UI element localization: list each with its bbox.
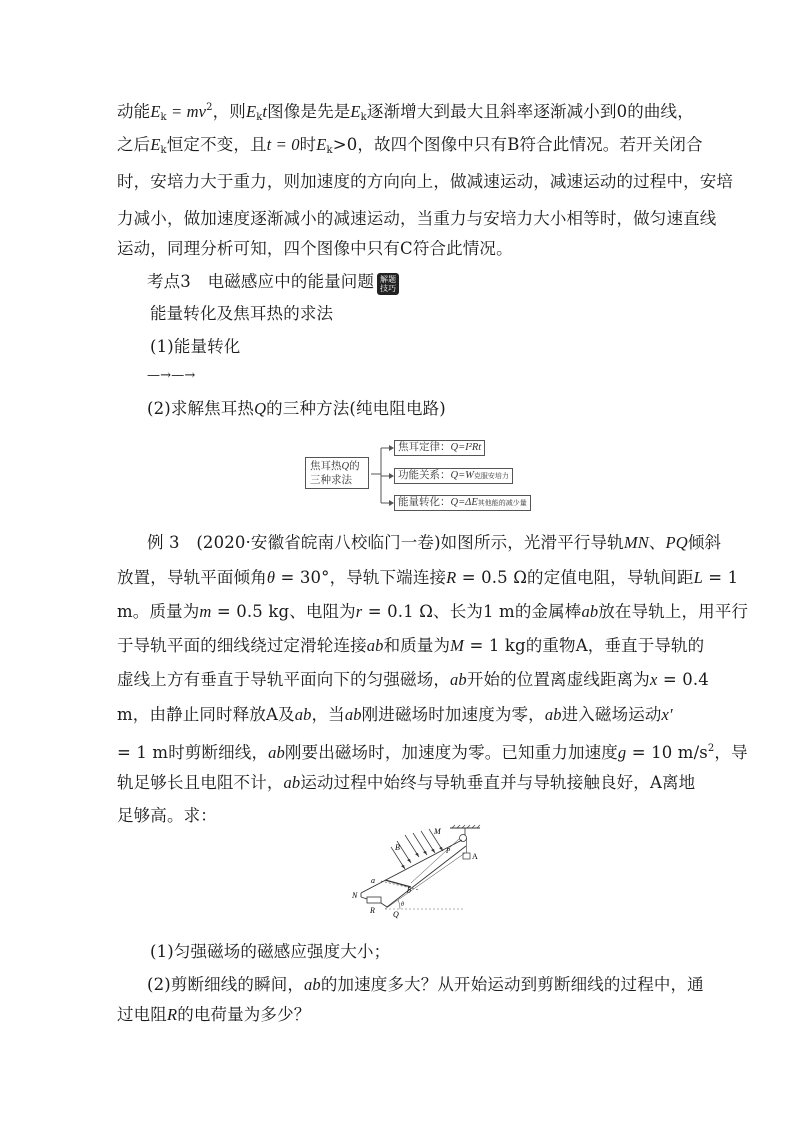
symbol: ab <box>450 670 467 689</box>
text: = 0.5 Ω的定值电阻，导轨间距 <box>456 568 694 587</box>
formula: Q=I²Rt <box>450 442 482 453</box>
text: = 1 m时剪断细线， <box>117 743 269 762</box>
symbol: g <box>617 743 627 762</box>
subscript: k <box>256 112 263 123</box>
text: m。质量为 <box>117 602 200 621</box>
example-line <box>117 703 700 727</box>
text: ，导 <box>714 743 748 762</box>
label-A: A <box>472 852 478 861</box>
formula: >0 <box>332 135 358 154</box>
symbol: ab <box>268 743 285 762</box>
text: 于导轨平面的细线绕过定滑轮连接 <box>117 636 367 655</box>
text: 三种求法 <box>310 475 352 486</box>
tips-badge <box>377 273 399 295</box>
text: = 1 <box>702 568 739 587</box>
text: 刚要出磁场时，加速度为零。已知重力加速度 <box>284 743 618 762</box>
paragraph-line: 力减小，做加速度逐渐减小的减速运动，当重力与安培力大小相等时，做匀速直线 <box>117 209 717 228</box>
example-line <box>147 531 730 555</box>
symbol: ab <box>344 705 362 724</box>
example-line <box>117 737 748 765</box>
symbol: Q <box>341 461 350 472</box>
text: 焦耳热 <box>310 461 342 472</box>
symbol: E <box>350 102 361 121</box>
diagram-method-box <box>394 468 513 484</box>
section-title-text: 考点3 电磁感应中的能量问题 <box>147 272 375 291</box>
symbol: Q <box>254 399 267 418</box>
text: = 30°，导轨下端连接 <box>275 568 447 587</box>
text: = 10 m/s <box>626 743 708 762</box>
symbol: E <box>316 135 327 154</box>
formula: Q=ΔE <box>450 497 478 508</box>
text: ，则 <box>212 102 246 121</box>
symbol: ab <box>366 636 384 655</box>
question-line <box>117 1003 700 1027</box>
text: ，故四个图像中只有B符合此情况。若开关闭合 <box>357 135 703 154</box>
superscript: 2 <box>707 743 715 754</box>
text: = 0.1 Ω、长为1 m的金属棒 <box>362 602 582 621</box>
symbol: L <box>693 568 703 587</box>
text: 过电阻 <box>117 1005 167 1024</box>
paragraph-line <box>117 96 700 130</box>
symbol: θ <box>266 568 276 587</box>
text: 动能 <box>117 102 151 121</box>
symbol: ab <box>581 602 599 621</box>
symbol: R <box>446 568 457 587</box>
example-line <box>117 600 749 624</box>
example-line <box>117 566 739 590</box>
symbol: MN <box>623 533 649 552</box>
text: 开始的位置离虚线距离为 <box>466 670 650 689</box>
label-M: M <box>434 827 441 836</box>
section-title <box>147 270 730 295</box>
text: 能量转化： <box>398 497 451 508</box>
text: 运动过程中始终与导轨垂直并与导轨接触良好，A离地 <box>300 773 696 792</box>
text: = 1 kg的重物A，垂直于导轨的 <box>464 636 705 655</box>
text: 之后 <box>117 135 151 154</box>
symbol: E <box>150 102 161 121</box>
text: = 0.5 kg、电阻为 <box>211 602 356 621</box>
badge-text: 技巧 <box>379 284 397 293</box>
text: 进入磁场运动 <box>561 705 662 724</box>
example-line <box>117 771 700 795</box>
symbol: PQ <box>665 533 688 552</box>
incline-rail-figure <box>345 823 525 923</box>
formula: t = 0 <box>266 135 300 154</box>
symbol: m <box>199 602 212 621</box>
text: = 0.4 <box>657 670 709 689</box>
symbol: x′ <box>661 705 673 724</box>
symbol: ab <box>544 705 562 724</box>
label-P: P <box>446 847 451 855</box>
symbol: ab <box>283 773 301 792</box>
subscript: 克服安培力 <box>473 472 509 480</box>
label-b: b <box>407 886 411 895</box>
symbol: M <box>450 636 465 655</box>
example-line: 足够高。求： <box>117 806 217 825</box>
paragraph-line: 时，安培力大于重力，则加速度的方向向上，做减速运动，减速运动的过程中，安培 <box>117 172 734 191</box>
symbol: ab <box>304 975 321 994</box>
text: 倾斜 <box>687 533 722 552</box>
symbol: E <box>150 135 161 154</box>
paragraph-line <box>117 133 703 163</box>
text: 图像是先是 <box>267 102 351 121</box>
paragraph-line: 运动，同理分析可知，四个图像中只有C符合此情况。 <box>117 239 513 258</box>
list-item <box>147 397 730 421</box>
label-a: a <box>371 876 375 885</box>
subscript: k <box>160 112 167 123</box>
text: 的加速度多大？从开始运动到剪断细线的过程中，通 <box>320 975 704 994</box>
text: ，当 <box>311 705 345 724</box>
symbol: E <box>245 102 257 121</box>
text: 虚线上方有垂直于导轨平面向下的匀强磁场， <box>117 670 450 689</box>
text: 例 3 (2020·安徽省皖南八校临门一卷)如图所示，光滑平行导轨 <box>147 533 624 552</box>
text: 功能关系： <box>398 470 451 481</box>
label-theta: θ <box>401 902 404 908</box>
subscript: k <box>360 112 367 123</box>
formula: Q=W <box>450 470 474 481</box>
formula: = mv <box>166 102 207 121</box>
text: 和质量为 <box>383 636 451 655</box>
diagram-root-box <box>305 457 369 489</box>
text: 轨足够长且电阻不计， <box>117 773 284 792</box>
text: 的三种方法(纯电阻电路) <box>266 399 446 418</box>
symbol: x <box>649 670 658 689</box>
text: m，由静止同时释放A及 <box>117 705 295 724</box>
text: 恒定不变，且 <box>166 135 267 154</box>
joule-heat-diagram <box>303 438 533 514</box>
label-B: B <box>395 843 400 852</box>
symbol: r <box>355 602 363 621</box>
badge-text: 解题 <box>379 275 397 284</box>
section-subtitle: 能量转化及焦耳热的求法 <box>150 304 334 323</box>
text: 焦耳定律： <box>398 442 451 453</box>
subscript: k <box>160 145 167 156</box>
text: 、 <box>648 533 666 552</box>
text: 逐渐增大到最大且斜率逐渐减小到0的曲线， <box>366 102 694 121</box>
label-N: N <box>352 891 358 900</box>
example-line <box>117 668 709 692</box>
text: 的电荷量为多少？ <box>177 1005 311 1024</box>
subscript: 其他能的减少量 <box>477 499 527 507</box>
list-item: (1)能量转化 <box>150 337 241 356</box>
text: 的 <box>349 461 360 472</box>
diagram-method-box <box>394 495 531 511</box>
example-line <box>117 634 705 658</box>
superscript: 2 <box>206 102 213 113</box>
diagram-method-box <box>394 440 485 456</box>
subscript: k <box>326 145 333 156</box>
arrow-chain: —→—→ <box>147 368 196 383</box>
text: 放置，导轨平面倾角 <box>117 568 267 587</box>
label-R: R <box>370 906 375 915</box>
symbol: ab <box>294 705 312 724</box>
question-line: (1)匀强磁场的磁感应强度大小； <box>150 942 391 961</box>
text: 时 <box>299 135 317 154</box>
symbol: R <box>166 1005 178 1024</box>
question-line <box>147 973 730 997</box>
label-Q: Q <box>393 910 399 919</box>
text: (2)求解焦耳热 <box>147 399 255 418</box>
text: 刚进磁场时加速度为零， <box>361 705 545 724</box>
text: (2)剪断细线的瞬间， <box>147 975 305 994</box>
text: 放在导轨上，用平行 <box>598 602 749 621</box>
symbol: t <box>262 102 268 121</box>
